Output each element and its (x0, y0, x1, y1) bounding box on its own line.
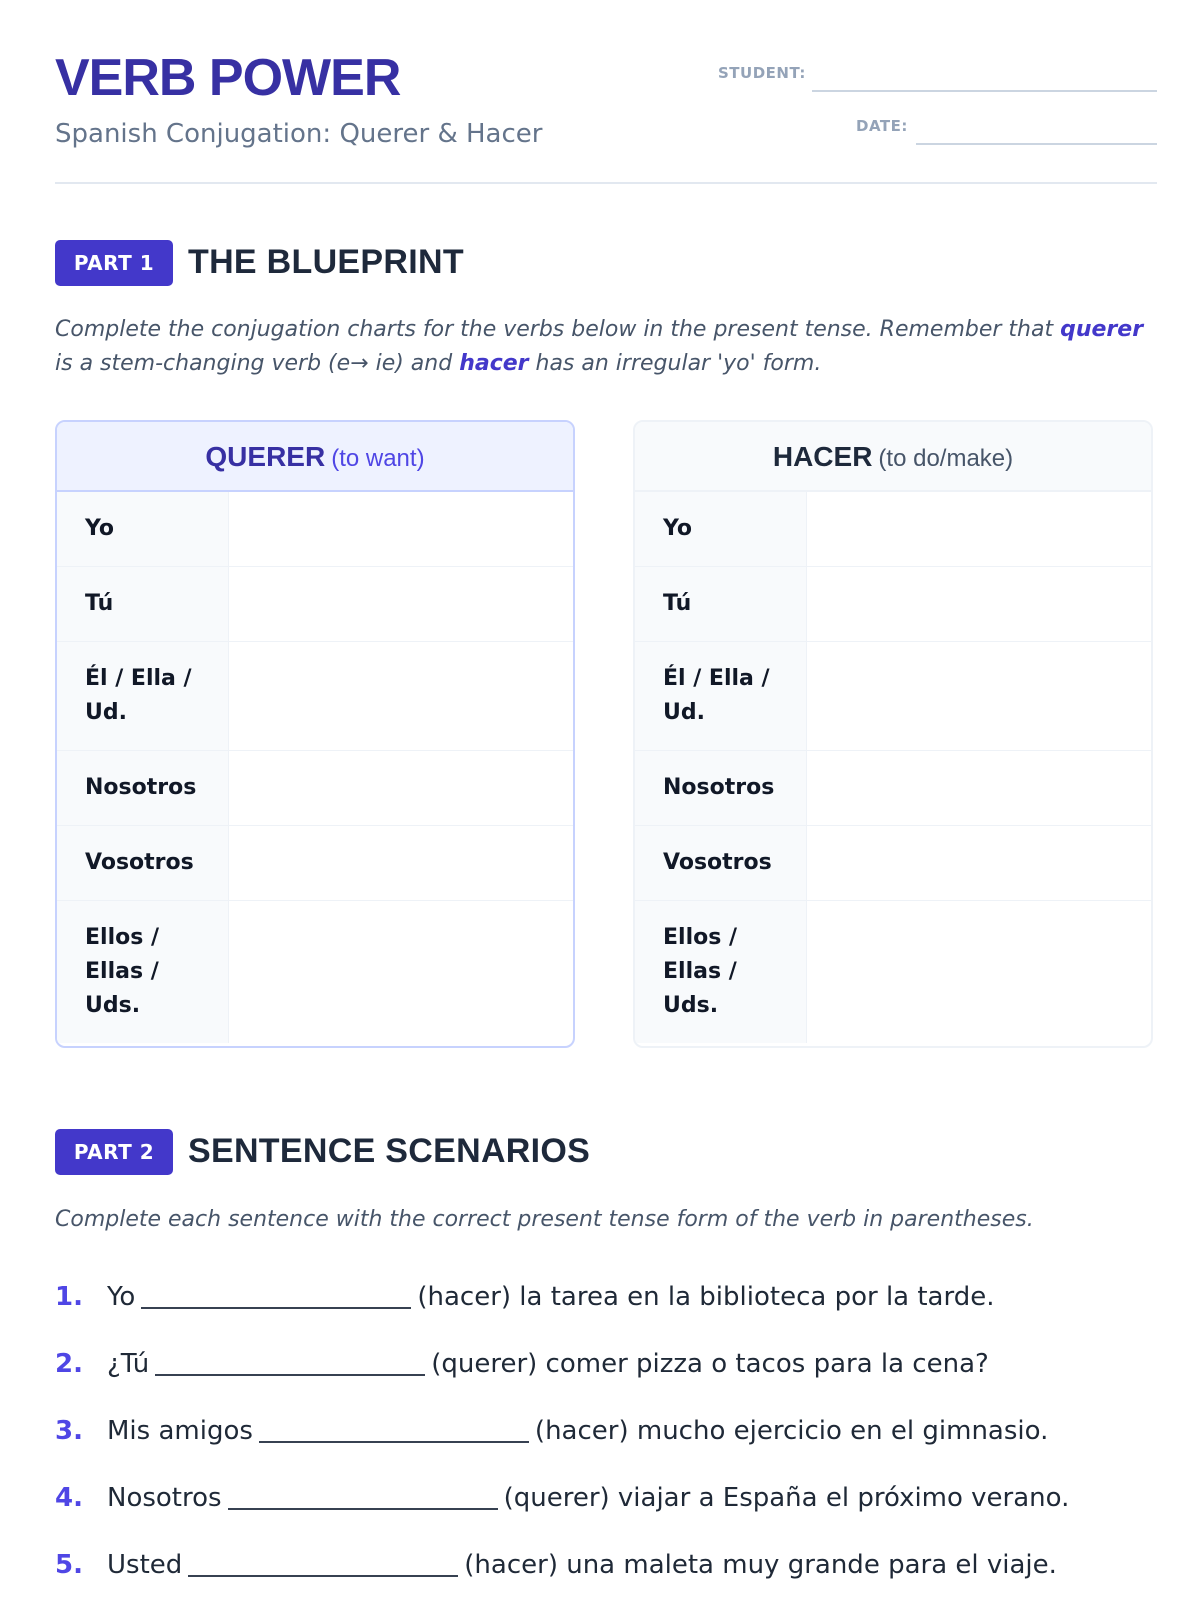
pronoun-label: Tú (57, 567, 229, 641)
date-label: DATE: (856, 117, 908, 135)
querer-row-el (57, 642, 573, 751)
hacer-row-ellos (635, 901, 1151, 1043)
answer-blank[interactable] (155, 1346, 425, 1376)
student-label: STUDENT: (718, 64, 806, 82)
hacer-conjugation-table (633, 420, 1153, 1048)
keyword-hacer: hacer (459, 351, 529, 376)
querer-verb-meaning: (to want) (331, 445, 425, 472)
page-subtitle: Spanish Conjugation: Querer & Hacer (55, 119, 543, 149)
part1-instructions (55, 313, 1157, 381)
part1-badge: PART 1 (55, 240, 173, 286)
sentence-number: 4. (55, 1483, 83, 1513)
answer-blank[interactable] (188, 1547, 458, 1577)
hacer-row-el (635, 642, 1151, 751)
sentence-start: Mis amigos (107, 1416, 253, 1446)
pronoun-label: Él / Ella / Ud. (57, 642, 229, 750)
sentence-item (55, 1411, 1048, 1451)
querer-row-nosotros (57, 751, 573, 826)
sentence-number: 5. (55, 1550, 83, 1580)
pronoun-label: Yo (57, 492, 229, 566)
pronoun-label: Ellos / Ellas / Uds. (635, 901, 807, 1043)
sentence-start: ¿Tú (107, 1349, 150, 1379)
querer-row-vosotros (57, 826, 573, 901)
page-title: VERB POWER (55, 49, 401, 107)
hacer-ellos-answer-cell[interactable] (807, 901, 1151, 1043)
answer-blank[interactable] (141, 1279, 411, 1309)
querer-conjugation-table (55, 420, 575, 1048)
sentence-end: (hacer) la tarea en la biblioteca por la tarde. (417, 1282, 995, 1312)
querer-vosotros-answer-cell[interactable] (229, 826, 573, 900)
header-divider (55, 182, 1157, 184)
querer-yo-answer-cell[interactable] (229, 492, 573, 566)
hacer-row-vosotros (635, 826, 1151, 901)
hacer-verb-name: HACER (772, 441, 873, 472)
sentence-item (55, 1277, 995, 1317)
part2-title: SENTENCE SCENARIOS (188, 1132, 591, 1170)
hacer-verb-meaning: (to do/make) (878, 445, 1014, 472)
sentence-start: Usted (107, 1550, 183, 1580)
pronoun-label: Yo (635, 492, 807, 566)
pronoun-label: Ellos / Ellas / Uds. (57, 901, 229, 1043)
answer-blank[interactable] (259, 1413, 529, 1443)
querer-el-answer-cell[interactable] (229, 642, 573, 750)
querer-ellos-answer-cell[interactable] (229, 901, 573, 1043)
sentence-item (55, 1478, 1069, 1518)
hacer-nosotros-answer-cell[interactable] (807, 751, 1151, 825)
hacer-row-yo (635, 492, 1151, 567)
hacer-vosotros-answer-cell[interactable] (807, 826, 1151, 900)
sentence-end: (hacer) una maleta muy grande para el viaje. (464, 1550, 1057, 1580)
pronoun-label: Nosotros (57, 751, 229, 825)
part1-instructions-text-3: has an irregular 'yo' form. (528, 351, 822, 376)
sentence-start: Yo (107, 1282, 136, 1312)
querer-row-tu (57, 567, 573, 642)
hacer-el-answer-cell[interactable] (807, 642, 1151, 750)
answer-blank[interactable] (228, 1480, 498, 1510)
student-name-field[interactable] (812, 90, 1157, 92)
pronoun-label: Vosotros (635, 826, 807, 900)
sentence-end: (querer) viajar a España el próximo verano. (503, 1483, 1070, 1513)
part2-instructions: Complete each sentence with the correct present tense form of the verb in parentheses. (55, 1207, 1034, 1232)
worksheet-page (55, 0, 1157, 1600)
hacer-table-header (635, 422, 1151, 492)
querer-row-yo (57, 492, 573, 567)
sentence-item (55, 1545, 1057, 1585)
querer-table-header (57, 422, 573, 492)
sentence-end: (querer) comer pizza o tacos para la cena? (431, 1349, 989, 1379)
pronoun-label: Él / Ella / Ud. (635, 642, 807, 750)
sentence-end: (hacer) mucho ejercicio en el gimnasio. (534, 1416, 1049, 1446)
hacer-row-nosotros (635, 751, 1151, 826)
pronoun-label: Tú (635, 567, 807, 641)
part1-instructions-text-1: Complete the conjugation charts for the verbs below in the present tense. Remember that (55, 317, 1061, 342)
sentence-start: Nosotros (107, 1483, 222, 1513)
hacer-yo-answer-cell[interactable] (807, 492, 1151, 566)
querer-row-ellos (57, 901, 573, 1043)
date-field[interactable] (916, 143, 1157, 145)
pronoun-label: Vosotros (57, 826, 229, 900)
sentence-number: 3. (55, 1416, 83, 1446)
querer-nosotros-answer-cell[interactable] (229, 751, 573, 825)
sentence-number: 2. (55, 1349, 83, 1379)
keyword-querer: querer (1060, 317, 1144, 342)
part1-instructions-text-2: is a stem-changing verb (e→ ie) and (55, 351, 460, 376)
hacer-row-tu (635, 567, 1151, 642)
querer-tu-answer-cell[interactable] (229, 567, 573, 641)
pronoun-label: Nosotros (635, 751, 807, 825)
querer-verb-name: QUERER (205, 441, 326, 472)
sentence-number: 1. (55, 1282, 83, 1312)
part1-title: THE BLUEPRINT (188, 243, 464, 281)
hacer-tu-answer-cell[interactable] (807, 567, 1151, 641)
part2-badge: PART 2 (55, 1129, 173, 1175)
sentence-item (55, 1344, 989, 1384)
